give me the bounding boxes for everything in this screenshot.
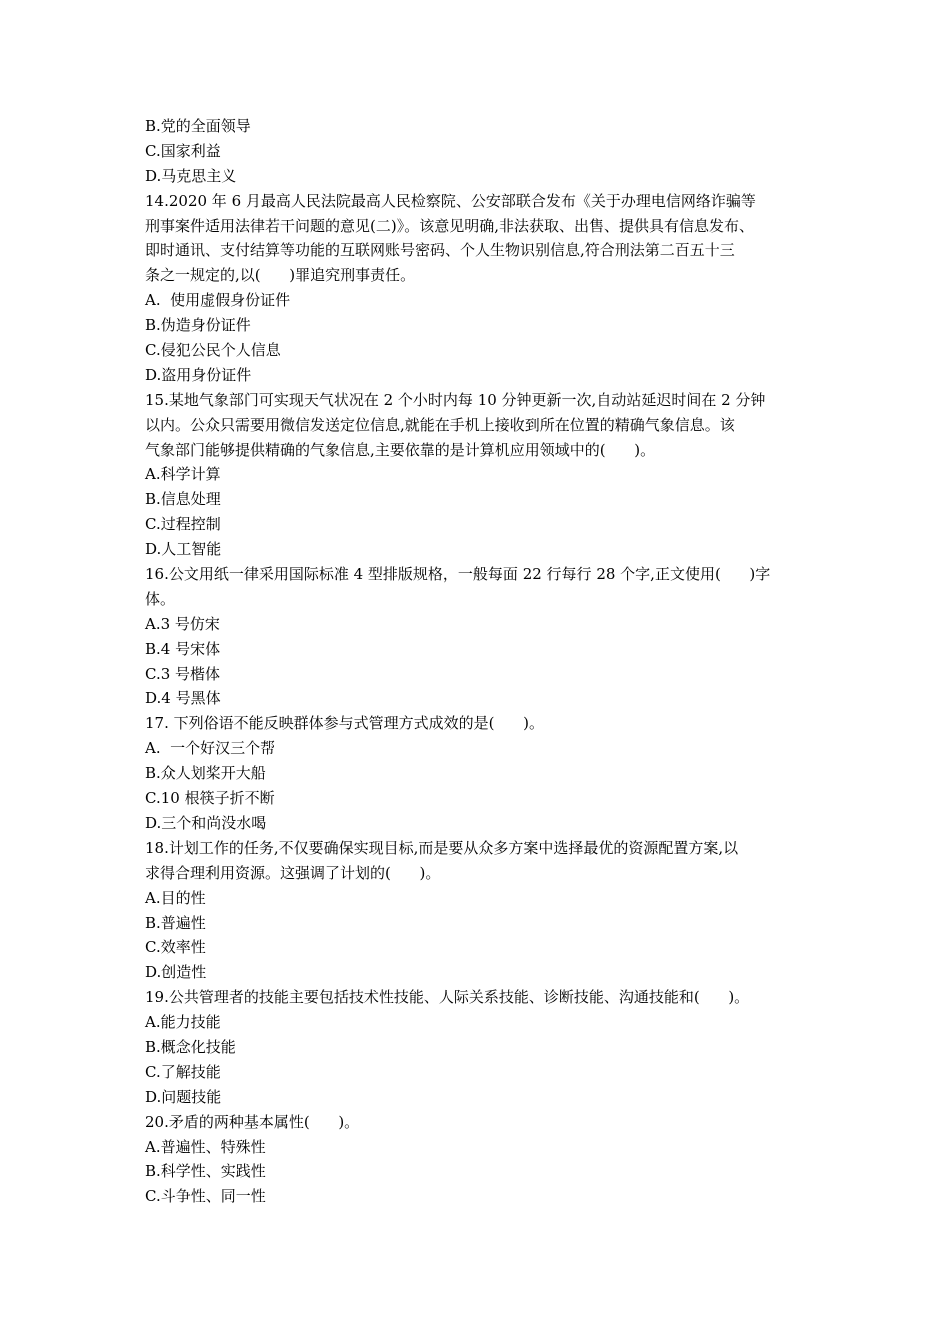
question-20-stem-line: 20.矛盾的两种基本属性( )。	[145, 1112, 360, 1131]
option-line: B.党的全面领导	[145, 117, 251, 135]
option-line: C.3 号楷体	[145, 664, 221, 683]
option-line: A.科学计算	[145, 465, 221, 484]
option-line: C.效率性	[145, 938, 206, 957]
question-16-stem-line: 16.公文用纸一律采用国际标准 4 型排版规格，一般每面 22 行每行 28 个字,正文使用( )字	[145, 565, 771, 584]
option-line: D.4 号黑体	[145, 689, 221, 708]
question-15-stem-line: 以内。公众只需要用微信发送定位信息,就能在手机上接收到所在位置的精确气象信息。该	[145, 415, 735, 434]
option-line: C.侵犯公民个人信息	[145, 341, 281, 360]
option-line: A.3 号仿宋	[145, 614, 220, 633]
option-line: D.三个和尚没水喝	[145, 813, 267, 832]
option-line: A. 一个好汉三个帮	[145, 739, 276, 758]
question-15-stem-line: 15.某地气象部门可实现天气状况在 2 个小时内每 10 分钟更新一次,自动站延迟时间在 2 分钟	[145, 390, 766, 409]
option-line: C.过程控制	[145, 515, 221, 534]
option-line: B.普遍性	[145, 913, 206, 932]
option-line: C.10 根筷子折不断	[145, 789, 275, 808]
option-line: D.马克思主义	[145, 166, 237, 185]
option-line: B.概念化技能	[145, 1037, 236, 1056]
option-line: B.4 号宋体	[145, 639, 221, 658]
question-14-stem-line: 条之一规定的,以( )罪追究刑事责任。	[145, 266, 416, 285]
option-line: A. 使用虚假身份证件	[145, 291, 291, 310]
option-line: B.伪造身份证件	[145, 316, 251, 335]
option-line: A.目的性	[145, 888, 206, 907]
option-line: D.人工智能	[145, 540, 222, 559]
option-line: A.能力技能	[145, 1013, 221, 1032]
question-14-stem-line: 刑事案件适用法律若干问题的意见(二)》。该意见明确,非法获取、出售、提供具有信息发布、	[145, 216, 754, 235]
question-17-stem-line: 17. 下列俗语不能反映群体参与式管理方式成效的是( )。	[145, 714, 544, 733]
question-18-stem-line: 18.计划工作的任务,不仅要确保实现目标,而是要从众多方案中选择最优的资源配置方案,以	[145, 838, 739, 857]
option-line: B.信息处理	[145, 490, 221, 509]
option-line: D.盗用身份证件	[145, 365, 252, 384]
question-16-stem-line: 体。	[145, 589, 176, 608]
option-line: A.普遍性、特殊性	[145, 1137, 266, 1156]
option-line: C.国家利益	[145, 141, 221, 160]
option-line: B.科学性、实践性	[145, 1162, 266, 1181]
question-15-stem-line: 气象部门能够提供精确的气象信息,主要依靠的是计算机应用领域中的( )。	[145, 440, 656, 459]
question-14-stem-line: 14.2020 年 6 月最高人民法院最高人民检察院、公安部联合发布《关于办理电信网络诈骗等	[145, 191, 756, 210]
option-line: C.斗争性、同一性	[145, 1187, 266, 1206]
question-19-stem-line: 19.公共管理者的技能主要包括技术性技能、人际关系技能、诊断技能、沟通技能和( )。	[145, 988, 750, 1007]
document-page	[145, 114, 810, 1209]
question-18-stem-line: 求得合理利用资源。这强调了计划的( )。	[145, 863, 441, 882]
question-14-stem-line: 即时通讯、支付结算等功能的互联网账号密码、个人生物识别信息,符合刑法第二百五十三	[145, 241, 735, 260]
option-line: D.创造性	[145, 963, 207, 982]
option-line: C.了解技能	[145, 1062, 221, 1081]
option-line: B.众人划桨开大船	[145, 764, 266, 783]
option-line: D.问题技能	[145, 1087, 222, 1106]
